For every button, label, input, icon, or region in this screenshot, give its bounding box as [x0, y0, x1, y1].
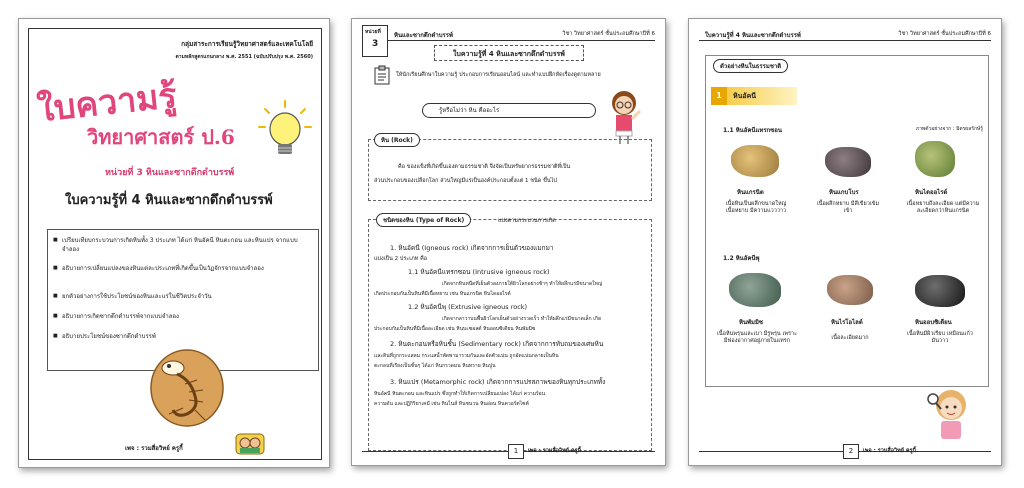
page3-header-subject: วิชา วิทยาศาสตร์ ชั้นประถมศึกษาปีที่ 6 [898, 31, 991, 37]
item-intrusive-text-a: เกิดจากหินหนืดที่เย็นตัวลงภายใต้ผิวโลกอย่างช้าๆ ทำให้ผลึกแร่มีขนาดใหญ่ [442, 281, 603, 287]
rock-name: หินออบซิเดียน [915, 319, 952, 326]
item-extrusive-text-b: ประกอบกันเป็นหินที่มีเนื้อละเอียด เช่น หินบะซอลต์ หินออบซิเดียน หินพัมมิซ [374, 326, 536, 332]
page-header-subject: วิชา วิทยาศาสตร์ ชั้นประถมศึกษาปีที่ 6 [562, 31, 655, 37]
page3-header-title: ใบความรู้ที่ 4 หินและซากดึกดำบรรพ์ [705, 32, 801, 39]
gabbro-rock-image [825, 147, 871, 177]
rhyolite-rock-image [827, 275, 873, 305]
section-heading: ตัวอย่างหินในธรรมชาติ [713, 59, 788, 73]
rock-text-2: ส่วนประกอบของเปลือกโลก ส่วนใหญ่มีแร่เป็นองค์ประกอบตั้งแต่ 1 ชนิด ขึ้นไป [374, 178, 557, 184]
objective-item: ■ เปรียบเทียบกระบวนการเกิดหินทั้ง 3 ประเภท ได้แก่ หินอัคนี หินตะกอน และหินแปร จากแบบจำลอง [54, 236, 309, 254]
cover-footer: เพจ : รวมสื่อวิทย์ ครูกี้ [125, 445, 183, 452]
objective-item: ■ อธิบายการเปลี่ยนแปลงของหินแต่ละประเภทที่เกิดขึ้นเป็นวัฏจักรจากแบบจำลอง [54, 264, 309, 273]
item-metamorphic: 3. หินแปร (Metamorphic rock) เกิดจากการแปรสภาพของหินทุกประเภททั้ง [390, 378, 606, 386]
types-sub: แบ่งตามกระบวนการเกิด [498, 218, 556, 224]
unit-tag-number: 3 [372, 39, 379, 49]
rock-description: เนื้อละเอียดมาก [831, 335, 869, 341]
image-credit: ภาพตัวอย่างจาก : มิตรผลรักษ์รู้ [915, 126, 983, 132]
content-page-2 [688, 18, 1002, 466]
student-girl-illustration [604, 87, 644, 145]
types-heading: ชนิดของหิน (Type of Rock) [376, 213, 471, 227]
cover-title-2: วิทยาศาสตร์ ป.6 [87, 125, 235, 149]
category-banner [711, 87, 797, 105]
item-intrusive: 1.1 หินอัคนีแทรกซอน (Intrusive igneous rock) [408, 268, 550, 276]
girl-with-magnifier-illustration [925, 385, 975, 443]
page2-footer: เพจ : รวมสื่อวิทย์ ครูกี้ [528, 448, 581, 454]
sheet-title: ใบความรู้ที่ 4 หินและซากดึกดำบรรพ์ [453, 50, 565, 58]
rock-name: หินพัมมิซ [739, 319, 763, 326]
item-igneous-sub: แบ่งเป็น 2 ประเภท คือ [374, 256, 428, 262]
page3-footer: เพจ : รวมสื่อวิทย์ ครูกี้ [863, 448, 916, 454]
cover-page [18, 18, 330, 468]
unit-tag [362, 25, 388, 57]
rock-name: หินแกรนิต [737, 189, 764, 196]
sub-intrusive: 1.1 หินอัคนีแทรกซอน [723, 127, 782, 134]
obsidian-rock-image [915, 275, 965, 307]
cover-curriculum: ตามหลักสูตรแกนกลาง พ.ศ. 2551 (ฉบับปรับปรุง พ.ศ. 2560) [175, 54, 313, 60]
pumice-rock-image [729, 273, 781, 307]
item-igneous: 1. หินอัคนี (Igneous rock) เกิดจากการเย็นตัวของแมกมา [390, 244, 554, 252]
cover-header: กลุ่มสาระการเรียนรู้วิทยาศาสตร์และเทคโนโลยี [181, 40, 313, 48]
rock-description: เนื้อผลึกหยาบ มีสีเขียวเข้มเข้า [816, 201, 880, 214]
question-bubble: รู้หรือไม่ว่า หิน คืออะไร [422, 103, 596, 118]
item-intrusive-text-b: เกิดประกอบกันเป็นหินที่มีเนื้อหยาบ เช่น หินแกรนิต หินไดออไรต์ [374, 291, 511, 297]
rock-name: หินแกบโบร [829, 189, 859, 196]
cover-border [28, 28, 322, 460]
rock-name: หินไรโอไลต์ [831, 319, 863, 326]
fossil-illustration [147, 344, 227, 428]
sub-extrusive: 1.2 หินอัคนีพุ [723, 255, 760, 262]
item-metamorphic-text-a: หินอัคนี หินตะกอน และหินแปร ซึ่งถูกทำให้เกิดการเปลี่ยนแปลง ได้แก่ ความร้อน [374, 391, 546, 397]
objective-item: ■ อธิบายประโยชน์ของซากดึกดำบรรพ์ [54, 332, 309, 341]
rock-description: เนื้อหินพรุนและเบา มีรูพรุน เพราะมีฟองอากาศอยู่ภายในแทรก [717, 331, 797, 344]
sheet-title-box [434, 45, 584, 61]
rock-heading: หิน (Rock) [374, 133, 420, 147]
rock-text-1: คือ ของแข็งที่เกิดขึ้นเองตามธรรมชาติ จึงจัดเป็นทรัพยากรธรรมชาติที่เป็น [398, 164, 571, 170]
page-header-title: หินและซากดึกดำบรรพ์ [394, 32, 453, 39]
item-sedimentary-text-a: และดินที่ถูกกระแสลม กระแสน้ำพัดพามารวมกันและอัดตัวแน่น ถูกอัดแน่นกลายเป็นหิน [374, 353, 559, 359]
rock-description: เนื้อหินมีผิวเรียบ เหมือนแก้ว มันวาว [907, 331, 973, 344]
page-number: 1 [508, 444, 524, 459]
item-metamorphic-text-b: ความดัน และปฏิกิริยาเคมี เช่น หินไนส์ หินชนวน หินอ่อน หินควอร์ตไซต์ [374, 401, 529, 407]
objective-item: ■ อธิบายการเกิดซากดึกดำบรรพ์จากแบบจำลอง [54, 312, 309, 321]
item-extrusive: 1.2 หินอัคนีพุ (Extrusive igneous rock) [408, 303, 528, 311]
page3-header-divider [699, 40, 991, 41]
kids-logo-icon [235, 433, 265, 455]
rock-description: เนื้อหินเป็นผลึกขนาดใหญ่ เนื้อหยาบ มีความแวววาว [725, 201, 787, 214]
granite-rock-image [731, 145, 779, 177]
lightbulb-icon [257, 99, 313, 163]
content-page-1 [351, 18, 666, 466]
cover-title-1: ใบความรู้ [35, 75, 179, 131]
item-extrusive-text-a: เกิดจากลาวาบนพื้นผิวโลกเย็นตัวอย่างรวดเร็ว ทำให้ผลึกแร่มีขนาดเล็ก เกิด [442, 316, 602, 322]
cover-sheet-title: ใบความรู้ที่ 4 หินและซากดึกดำบรรพ์ [65, 193, 273, 208]
category-number: 1 [711, 87, 727, 105]
diorite-rock-image [915, 141, 955, 177]
objective-item: ■ ยกตัวอย่างการใช้ประโยชน์ของหินและแร่ในชีวิตประจำวัน [54, 292, 309, 301]
clipboard-icon [374, 65, 390, 85]
rock-description: เนื้อหยาบถึงละเอียด แต่มีความละเอียดกว่าหินแกรนิต [906, 201, 980, 214]
item-sedimentary: 2. หินตะกอนหรือหินชั้น (Sedimentary rock) เกิดจากการทับถมของเศษหิน [390, 340, 604, 348]
unit-tag-label: หน่วยที่ [365, 29, 381, 35]
instruction-text: ให้นักเรียนศึกษาใบความรู้ ประกอบการเรียนออนไลน์ และทำแบบฝึกหัดเรื่องดูตามหลาย [396, 72, 601, 78]
rock-types-box [368, 219, 652, 451]
cover-unit: หน่วยที่ 3 หินและซากดึกดำบรรพ์ [105, 168, 235, 178]
header-divider [388, 40, 655, 41]
category-label: หินอัคนี [733, 92, 757, 100]
rock-name: หินไดออไรต์ [915, 189, 948, 196]
page3-number: 2 [843, 444, 859, 459]
item-sedimentary-text-b: ตะกอนที่เรียงเป็นชั้นๆ ได้แก่ หินกรวดมน หินทราย หินปูน [374, 363, 496, 369]
